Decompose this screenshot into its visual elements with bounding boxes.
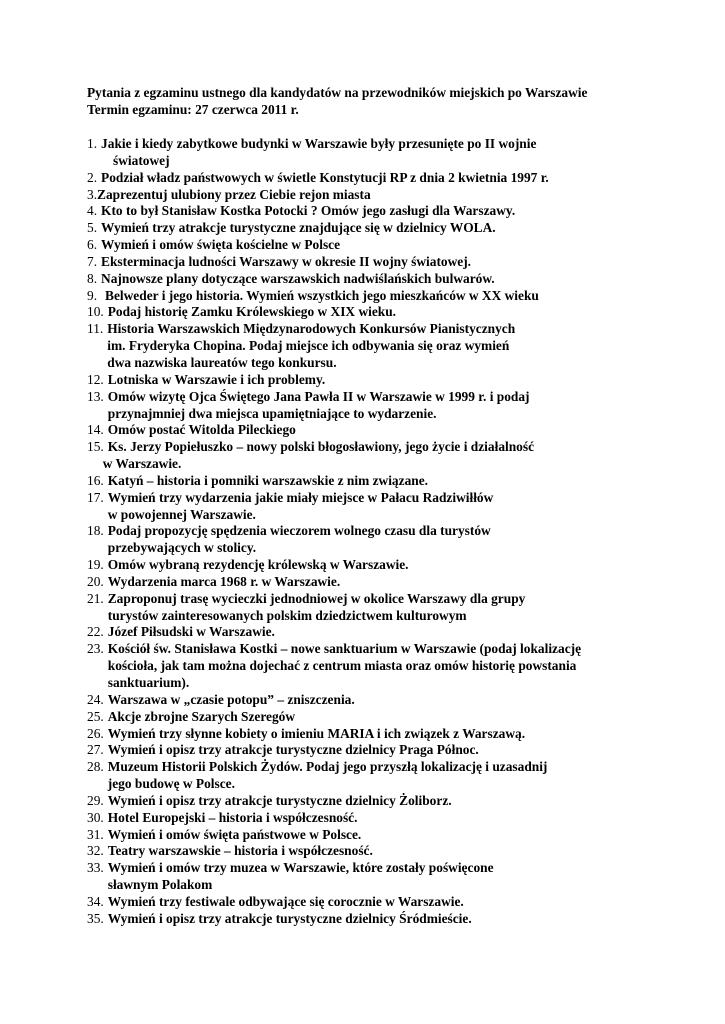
question-number: 16. <box>87 472 104 488</box>
question-number: 9. <box>87 287 98 303</box>
question-line: Podział władz państwowych w świetle Konstytucji RP z dnia 2 kwietnia 1997 r. <box>101 169 549 185</box>
question-text <box>97 187 371 204</box>
question-item <box>87 389 712 423</box>
question-text <box>108 759 548 793</box>
question-number: 24. <box>87 691 104 707</box>
question-number: 27. <box>87 742 104 758</box>
question-line: Wymień i omów trzy muzea w Warszawie, które zostały poświęcone <box>107 860 494 876</box>
question-number: 3. <box>87 186 98 202</box>
question-item <box>87 742 712 759</box>
question-text <box>108 372 326 389</box>
question-number: 28. <box>87 759 104 775</box>
question-number: 12. <box>87 371 104 387</box>
question-item <box>87 422 712 439</box>
question-line: Wymień trzy festiwale odbywające się corocznie w Warszawie. <box>107 893 464 909</box>
question-text <box>108 523 491 557</box>
question-line: Józef Piłsudski w Warszawie. <box>107 624 275 640</box>
question-item <box>87 591 712 625</box>
question-number: 25. <box>87 708 104 724</box>
question-item <box>87 220 712 237</box>
question-line: Ks. Jerzy Popiełuszko – nowy polski błogosławiony, jego życie i działalność <box>107 439 535 455</box>
question-line: przynajmniej dwa miejsca upamiętniające to wydarzenie. <box>107 405 437 421</box>
question-line: Kościół św. Stanisława Kostki – nowe sanktuarium w Warszawie (podaj lokalizację <box>107 641 582 657</box>
question-number: 30. <box>87 809 104 825</box>
question-text <box>108 624 275 641</box>
question-text <box>101 220 496 237</box>
question-line: sławnym Polakom <box>107 877 213 893</box>
question-text <box>102 439 535 473</box>
question-number: 18. <box>87 523 104 539</box>
question-text <box>108 911 472 928</box>
question-text <box>108 389 530 423</box>
question-item <box>87 793 712 810</box>
question-text <box>108 709 295 726</box>
question-line: Katyń – historia i pomniki warszawskie z nim związane. <box>107 472 429 488</box>
question-item <box>87 254 712 271</box>
exam-date: Termin egzaminu: 27 czerwca 2011 r. <box>87 102 299 117</box>
question-line: Podaj propozycję spędzenia wieczorem wolnego czasu dla turystów <box>107 523 491 539</box>
question-number: 17. <box>87 489 104 505</box>
question-item <box>87 187 712 204</box>
question-line: w Warszawie. <box>102 456 182 472</box>
question-item <box>87 759 712 793</box>
question-line: Historia Warszawskich Międzynarodowych Konkursów Pianistycznych <box>107 321 516 337</box>
question-line: turystów zainteresowanych polskim dziedzictwem kulturowym <box>107 607 467 623</box>
question-item <box>87 237 712 254</box>
question-line: Wymień trzy atrakcje turystyczne znajdujące się w dzielnicy WOLA. <box>101 220 496 236</box>
question-number: 6. <box>87 237 98 253</box>
question-line: Kto to był Stanisław Kostka Potocki ? Omów jego zasługi dla Warszawy. <box>101 203 516 219</box>
question-item <box>87 843 712 860</box>
question-item <box>87 439 712 473</box>
question-number: 5. <box>87 220 98 236</box>
question-number: 8. <box>87 270 98 286</box>
question-item <box>87 170 712 187</box>
question-line: Omów wybraną rezydencję królewską w Warszawie. <box>107 557 409 573</box>
question-text <box>101 203 515 220</box>
question-text <box>108 574 340 591</box>
question-line: jego budowę w Polsce. <box>107 776 235 792</box>
question-item <box>87 641 712 692</box>
question-line: Wymień i opisz trzy atrakcje turystyczne dzielnicy Żoliborz. <box>107 792 452 808</box>
question-line: światowej <box>113 152 170 168</box>
question-number: 32. <box>87 843 104 859</box>
question-text <box>108 894 464 911</box>
question-item <box>87 726 712 743</box>
question-number: 34. <box>87 893 104 909</box>
question-text <box>108 810 358 827</box>
question-line: Belweder i jego historia. Wymień wszystkich jego mieszkańców w XX wieku <box>105 287 539 303</box>
question-item <box>87 304 712 321</box>
question-text <box>108 591 526 625</box>
question-item <box>87 827 712 844</box>
question-text <box>108 843 373 860</box>
question-line: Zaproponuj trasę wycieczki jednodniowej w okolice Warszawy dla grupy <box>107 590 526 606</box>
question-number: 31. <box>87 826 104 842</box>
question-item <box>87 523 712 557</box>
document-header <box>87 84 707 118</box>
question-item <box>87 490 712 524</box>
question-number: 29. <box>87 792 104 808</box>
question-item <box>87 810 712 827</box>
question-line: Wymień trzy wydarzenia jakie miały miejsce w Pałacu Radziwiłłów <box>107 489 494 505</box>
question-number: 35. <box>87 910 104 926</box>
question-number: 23. <box>87 641 104 657</box>
question-text <box>108 473 428 490</box>
question-text <box>108 641 581 692</box>
question-line: Wymień i opisz trzy atrakcje turystyczne dzielnicy Śródmieście. <box>107 910 472 926</box>
question-text <box>108 726 525 743</box>
question-line: Podaj historię Zamku Królewskiego w XIX wieku. <box>107 304 397 320</box>
question-item <box>87 860 712 894</box>
question-item <box>87 574 712 591</box>
question-text <box>101 254 471 271</box>
question-text <box>108 304 396 321</box>
question-text <box>108 742 479 759</box>
question-line: Eksterminacja ludności Warszawy w okresie II wojny światowej. <box>101 253 472 269</box>
question-line: sanktuarium). <box>107 675 190 690</box>
question-item <box>87 709 712 726</box>
question-number: 33. <box>87 860 104 876</box>
question-line: Hotel Europejski – historia i współczesność. <box>107 809 358 825</box>
question-number: 26. <box>87 725 104 741</box>
question-item <box>87 321 712 372</box>
question-item <box>87 692 712 709</box>
question-item <box>87 557 712 574</box>
question-line: Warszawa w „czasie potopu” – zniszczenia. <box>107 691 355 707</box>
question-list <box>87 136 712 928</box>
question-number: 13. <box>87 388 104 404</box>
question-line: Lotniska w Warszawie i ich problemy. <box>107 371 326 387</box>
question-line: Wymień i omów święta państwowe w Polsce. <box>107 826 362 842</box>
question-number: 21. <box>87 590 104 606</box>
question-text <box>107 321 515 372</box>
document-title: Pytania z egzaminu ustnego dla kandydatów na przewodników miejskich po Warszawie <box>87 85 588 100</box>
question-item <box>87 894 712 911</box>
question-number: 4. <box>87 203 98 219</box>
question-line: Jakie i kiedy zabytkowe budynki w Warszawie były przesunięte po II wojnie <box>101 136 537 151</box>
question-item <box>87 271 712 288</box>
question-line: Omów wizytę Ojca Świętego Jana Pawła II w Warszawie w 1999 r. i podaj <box>107 388 530 404</box>
question-number: 1. <box>87 136 98 151</box>
question-line: im. Fryderyka Chopina. Podaj miejsce ich odbywania się oraz wymień <box>107 338 510 354</box>
question-item <box>87 624 712 641</box>
question-text <box>101 237 340 254</box>
question-line: Wydarzenia marca 1968 r. w Warszawie. <box>107 573 341 589</box>
question-line: Teatry warszawskie – historia i współczesność. <box>107 843 373 859</box>
question-line: Zaprezentuj ulubiony przez Ciebie rejon miasta <box>97 186 371 202</box>
question-text <box>108 827 362 844</box>
question-number: 20. <box>87 573 104 589</box>
question-text <box>108 692 355 709</box>
question-text <box>101 170 549 187</box>
question-line: Wymień i opisz trzy atrakcje turystyczne dzielnicy Praga Północ. <box>107 742 479 758</box>
question-number: 14. <box>87 422 104 438</box>
question-line: Najnowsze plany dotyczące warszawskich nadwiślańskich bulwarów. <box>101 270 495 286</box>
question-number: 19. <box>87 557 104 573</box>
question-number: 11. <box>87 321 104 337</box>
question-text <box>108 422 296 439</box>
question-number: 22. <box>87 624 104 640</box>
question-number: 7. <box>87 253 98 269</box>
question-line: Wymień i omów święta kościelne w Polsce <box>101 237 341 253</box>
question-text <box>108 490 494 524</box>
question-line: Akcje zbrojne Szarych Szeregów <box>107 708 296 724</box>
question-line: dwa nazwiska laureatów tego konkursu. <box>107 354 337 370</box>
question-item <box>87 136 712 170</box>
question-text <box>108 557 409 574</box>
question-item <box>87 288 712 305</box>
question-line: kościoła, jak tam można dojechać z centrum miasta oraz omów historię powstania <box>107 658 577 674</box>
question-number: 10. <box>87 304 104 320</box>
question-number: 2. <box>87 169 98 185</box>
question-line: Wymień trzy słynne kobiety o imieniu MARIA i ich związek z Warszawą. <box>107 725 526 741</box>
question-item <box>87 203 712 220</box>
question-item <box>87 473 712 490</box>
question-line: Muzeum Historii Polskich Żydów. Podaj jego przyszłą lokalizację i uzasadnij <box>107 759 548 775</box>
question-line: przebywających w stolicy. <box>107 540 257 556</box>
question-item <box>87 911 712 928</box>
question-line: w powojennej Warszawie. <box>107 506 256 522</box>
question-text <box>101 271 495 288</box>
question-line: Omów postać Witolda Pileckiego <box>107 422 296 438</box>
question-text <box>108 860 494 894</box>
question-number: 15. <box>87 439 104 455</box>
question-item <box>87 372 712 389</box>
question-text <box>105 288 539 305</box>
question-text <box>108 793 452 810</box>
question-text <box>101 136 536 170</box>
number-gap <box>97 288 105 305</box>
